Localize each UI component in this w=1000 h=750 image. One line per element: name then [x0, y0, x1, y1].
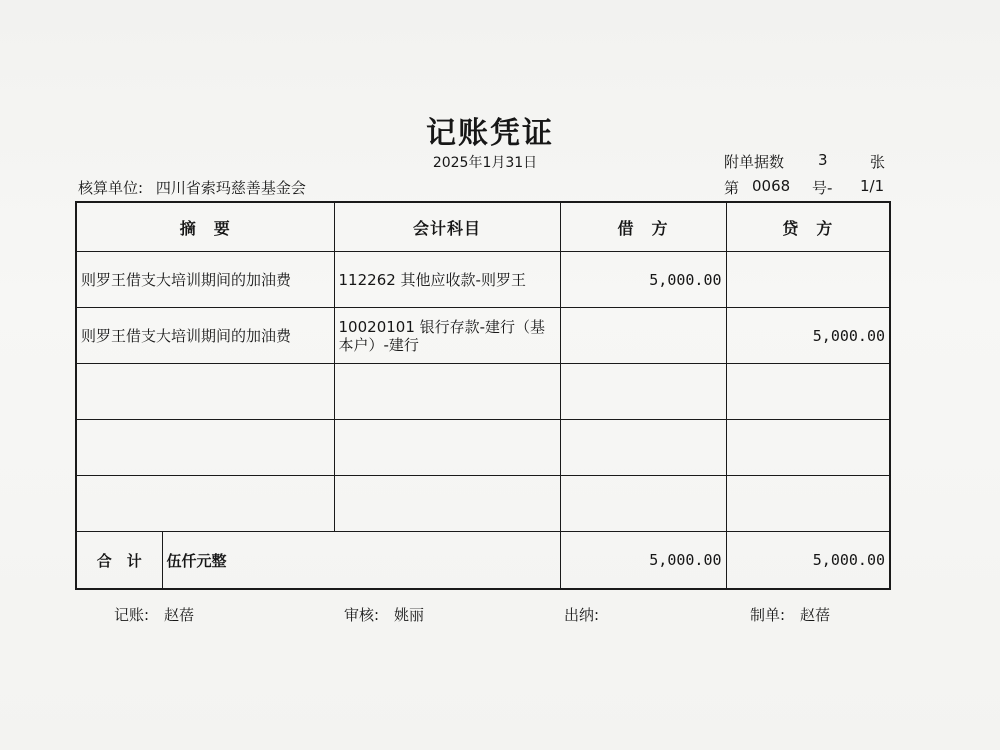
row-summary: 则罗王借支大培训期间的加油费: [76, 308, 334, 364]
total-debit: 5,000.00: [560, 532, 726, 590]
row-credit: [726, 364, 890, 420]
table-row: [76, 252, 890, 308]
total-label: 合 计: [76, 532, 162, 590]
row-account: [334, 476, 560, 532]
attachment-label: 附单据数: [724, 153, 785, 171]
header-account: 会计科目: [334, 202, 560, 252]
table-row: [76, 308, 890, 364]
voucher-no-suffix: 号-: [812, 179, 833, 197]
row-account: 10020101 银行存款-建行（基本户）-建行: [334, 308, 560, 364]
total-in-words: 伍仟元整: [162, 532, 560, 590]
header-summary: 摘 要: [76, 202, 334, 252]
row-summary: 则罗王借支大培训期间的加油费: [76, 252, 334, 308]
voucher-no-prefix: 第: [724, 179, 740, 197]
attachment-count: 3: [818, 151, 828, 169]
accounting-unit-label: 核算单位:: [78, 179, 144, 197]
table-row: [76, 364, 890, 420]
preparer-name: 赵蓓: [800, 606, 831, 624]
bookkeeper-name: 赵蓓: [164, 606, 195, 624]
table-row: [76, 420, 890, 476]
row-account: [334, 364, 560, 420]
row-account: 112262 其他应收款-则罗王: [334, 252, 560, 308]
total-row: [76, 532, 890, 590]
header-debit: 借 方: [560, 202, 726, 252]
row-debit: [560, 420, 726, 476]
voucher-table: [75, 201, 891, 590]
row-account: [334, 420, 560, 476]
reviewer-name: 姚丽: [394, 606, 425, 624]
accounting-unit-name: 四川省索玛慈善基金会: [155, 179, 306, 197]
row-debit: [560, 308, 726, 364]
voucher-title: 记账凭证: [426, 116, 554, 151]
attachment-unit: 张: [870, 153, 886, 171]
row-debit: 5,000.00: [560, 252, 726, 308]
row-summary: [76, 420, 334, 476]
row-summary: [76, 476, 334, 532]
row-credit: [726, 476, 890, 532]
reviewer-label: 审核:: [344, 606, 380, 624]
accounting-unit: [78, 177, 306, 198]
voucher-date: 2025年1月31日: [432, 155, 538, 171]
preparer-label: 制单:: [750, 606, 786, 624]
table-row: [76, 476, 890, 532]
row-credit: 5,000.00: [726, 308, 890, 364]
voucher-no-number: 0068: [752, 177, 791, 195]
row-credit: [726, 420, 890, 476]
row-credit: [726, 252, 890, 308]
row-debit: [560, 476, 726, 532]
header-row: [76, 202, 890, 252]
row-debit: [560, 364, 726, 420]
total-credit: 5,000.00: [726, 532, 890, 590]
cashier-label: 出纳:: [564, 606, 600, 624]
header-credit: 贷 方: [726, 202, 890, 252]
bookkeeper-label: 记账:: [114, 606, 150, 624]
voucher-page: 1/1: [860, 177, 885, 195]
row-summary: [76, 364, 334, 420]
